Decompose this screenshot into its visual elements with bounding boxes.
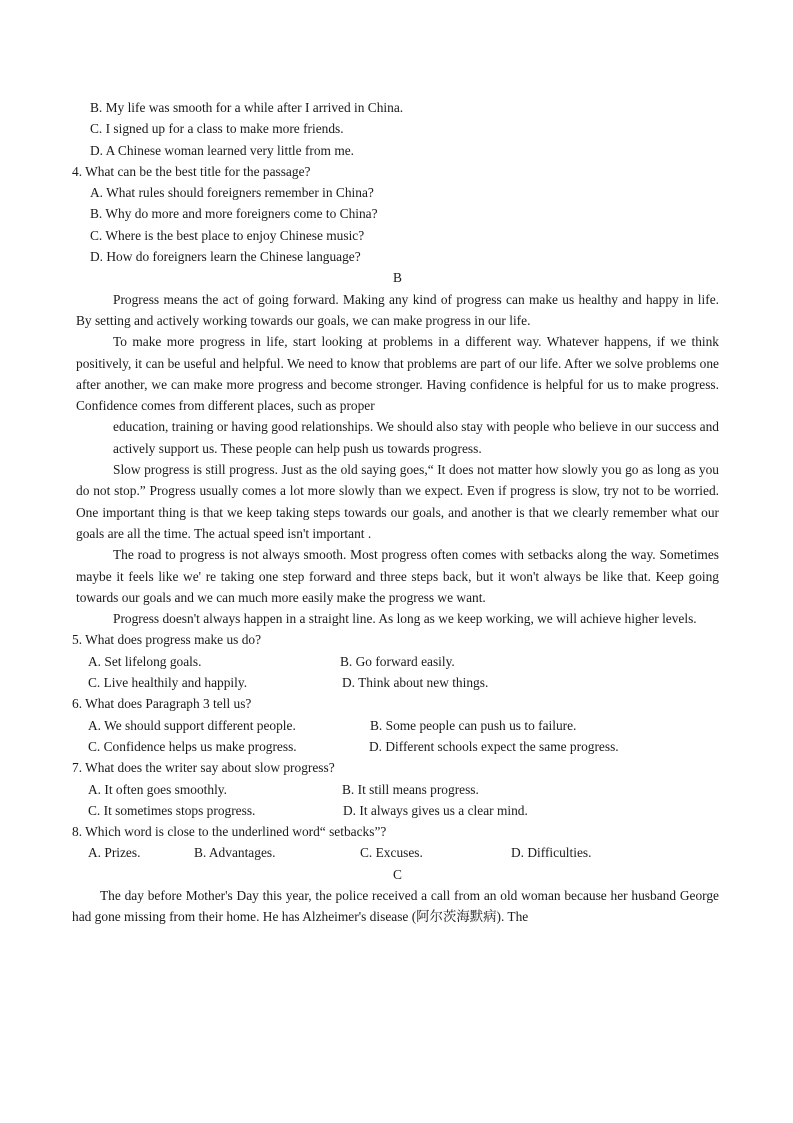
question-5-option-b: B. Go forward easily.: [340, 653, 455, 669]
section-b-paragraph-5: Progress doesn't always happen in a straight line. As long as we keep working, we will achieve higher levels.: [113, 611, 697, 627]
question-8-stem: 8. Which word is close to the underlined word“ setbacks”?: [72, 824, 387, 840]
question-7-option-d: D. It always gives us a clear mind.: [343, 802, 528, 818]
question-7-option-b: B. It still means progress.: [342, 781, 479, 797]
section-b-paragraph-4: The road to progress is not always smooth. Most progress often comes with setbacks along the way. Sometimes maybe it feels like we' re taking one step forward and three steps back, but it won't always be like that. Keep going towards our goals and we can much more easily make the progress we want.: [76, 547, 719, 605]
section-c-heading: C: [393, 866, 402, 882]
question-6-option-d: D. Different schools expect the same progress.: [369, 738, 619, 754]
question-8-options-row: [76, 842, 719, 863]
question-5-stem: 5. What does progress make us do?: [72, 632, 262, 648]
question-5-option-a: A. Set lifelong goals.: [88, 653, 202, 669]
question-8-option-b: B. Advantages.: [194, 845, 276, 861]
question-7-stem: 7. What does the writer say about slow progress?: [72, 760, 335, 776]
question-5-options-row-1: [76, 651, 719, 672]
question-6-options-row-2: [76, 736, 719, 757]
section-b-paragraph-2: To make more progress in life, start looking at problems in a different way. Whatever happens, if we think positively, it can be useful and helpful. We need to know that problems are part of our life. After we solve problems one after another, we can make more progress and become stronger. Having confidence is helpful for us to make progress. Confidence comes from different places, such as proper: [76, 334, 719, 414]
question-6-option-b: B. Some people can push us to failure.: [370, 717, 577, 733]
section-b-paragraph-1: Progress means the act of going forward. Making any kind of progress can make us healthy and happy in life. By setting and actively working towards our goals, we can make progress in our life.: [76, 291, 719, 328]
question-8-option-c: C. Excuses.: [360, 845, 423, 861]
prev-option-c: C. I signed up for a class to make more friends.: [90, 121, 344, 137]
question-7-options-row-2: [76, 800, 719, 821]
question-4-option-b: B. Why do more and more foreigners come to China?: [90, 206, 378, 222]
page-content: [72, 97, 719, 928]
question-5-option-d: D. Think about new things.: [342, 675, 489, 691]
question-5-options-row-2: [76, 672, 719, 693]
prev-option-d: D. A Chinese woman learned very little from me.: [90, 142, 355, 158]
question-8-option-a: A. Prizes.: [88, 845, 141, 861]
section-b-paragraph-2-continued: education, training or having good relationships. We should also stay with people who believe in our success and actively support us. These people can help push us towards progress.: [113, 419, 719, 456]
question-6-option-c: C. Confidence helps us make progress.: [88, 738, 297, 754]
question-8-option-d: D. Difficulties.: [511, 845, 592, 861]
question-6-options-row-1: [76, 715, 719, 736]
question-5-option-c: C. Live healthily and happily.: [88, 675, 248, 691]
question-4-stem: 4. What can be the best title for the passage?: [72, 163, 311, 179]
section-b-heading: B: [393, 270, 402, 286]
question-7-option-c: C. It sometimes stops progress.: [88, 802, 256, 818]
question-6-stem: 6. What does Paragraph 3 tell us?: [72, 696, 252, 712]
section-b-paragraph-3: Slow progress is still progress. Just as the old saying goes,“ It does not matter how slowly you go as long as you do not stop.” Progress usually comes a lot more slowly than we expect. Even if progress is slow, try not to be worried. One important thing is that we keep taking steps towards our goals, and another is that we clearly remember what our goals are all the time. The actual speed isn't important .: [76, 462, 719, 541]
question-6-option-a: A. We should support different people.: [88, 717, 296, 733]
question-4-option-a: A. What rules should foreigners remember in China?: [90, 185, 374, 201]
question-4-option-c: C. Where is the best place to enjoy Chinese music?: [90, 227, 365, 243]
question-7-options-row-1: [76, 779, 719, 800]
section-c-paragraph-1: The day before Mother's Day this year, the police received a call from an old woman because her husband George had gone missing from their home. He has Alzheimer's disease (阿尔茨海默病). The: [72, 887, 719, 925]
question-4-option-d: D. How do foreigners learn the Chinese language?: [90, 249, 361, 265]
prev-option-b: B. My life was smooth for a while after I arrived in China.: [90, 100, 404, 115]
question-7-option-a: A. It often goes smoothly.: [88, 781, 227, 797]
